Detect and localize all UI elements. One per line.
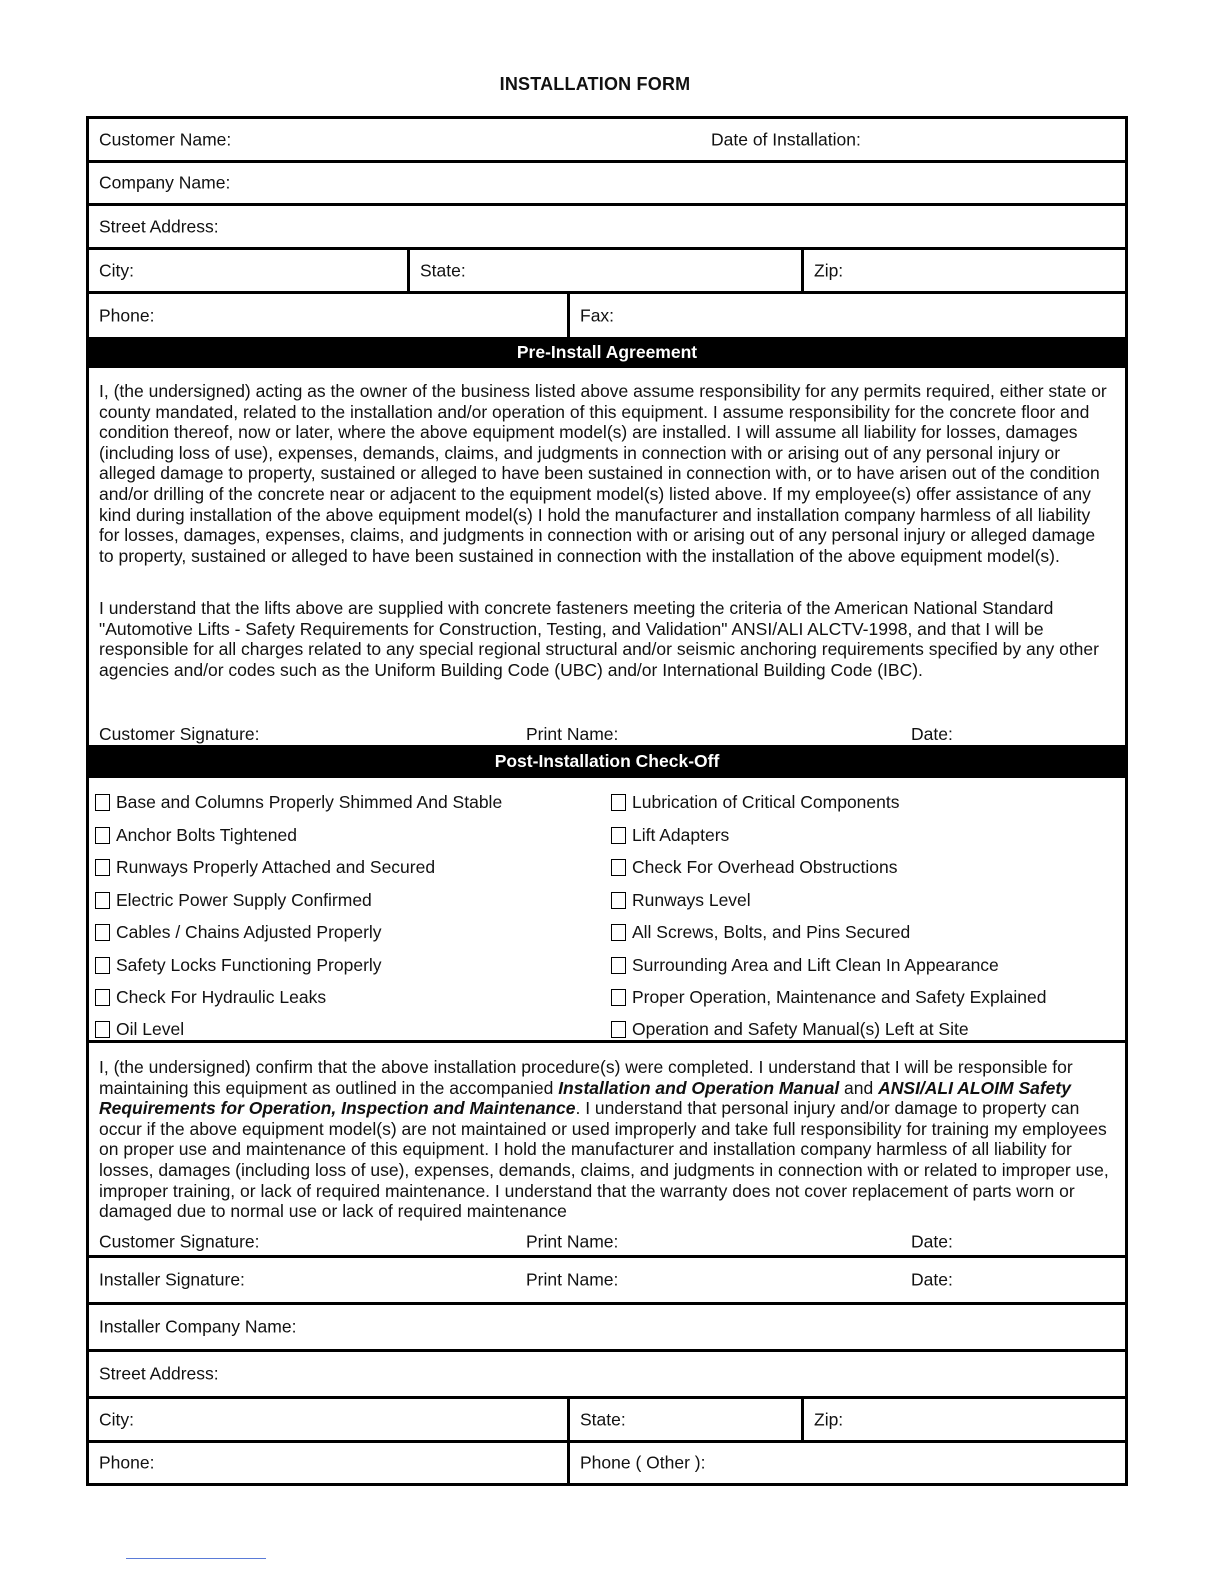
- pre-install-paragraph-1: I, (the undersigned) acting as the owner of the business listed above assume responsibility for any permits required, either state or county mandated, related to the installation and/or operation of this equipment. I assume responsibility for the concrete floor and condition thereof, now or later, where the above equipment model(s) are installed. I will assume all liability for losses, damages (including loss of use), expenses, demands, claims, and judgments in connection with or arising out of any personal injury or alleged damage to property, sustained or alleged to have been sustained in connection with, or to have arisen out of the condition and/or drilling of the concrete near or adjacent to the equipment model(s) listed above. If my employee(s) offer assistance of any kind during installation of the above equipment model(s) I hold the manufacturer and installation company harmless of all liability for losses, damages, expenses, claims, and judgments in connection with or arising out of any personal injury or alleged damage to property, sustained or alleged to have been sustained in connection with the installation of the above equipment model(s).: [99, 381, 1107, 566]
- phone-cell[interactable]: [89, 294, 567, 337]
- checkbox[interactable]: [611, 859, 626, 876]
- post-install-header: Post-Installation Check-Off: [89, 745, 1125, 778]
- state-cell[interactable]: [407, 250, 801, 291]
- zip-label: Zip:: [814, 260, 844, 280]
- print-name-label[interactable]: Print Name:: [526, 1231, 619, 1252]
- phone-other-cell[interactable]: [567, 1443, 1125, 1483]
- print-name-label[interactable]: Print Name:: [526, 1269, 619, 1290]
- zip-label: Zip:: [814, 1409, 844, 1429]
- state-cell[interactable]: [567, 1399, 801, 1440]
- state-label: State:: [580, 1409, 626, 1429]
- checklist-item[interactable]: Operation and Safety Manual(s) Left at Site: [611, 1019, 969, 1040]
- checkbox[interactable]: [95, 794, 110, 811]
- installer-street-row: [89, 1352, 1125, 1399]
- installer-company-name-label[interactable]: Installer Company Name:: [99, 1316, 297, 1337]
- post-install-signature-row: [89, 1229, 1125, 1258]
- phone-fax-row: [89, 294, 1125, 337]
- customer-signature-label[interactable]: Customer Signature:: [99, 724, 260, 744]
- footer-rule: [126, 1558, 266, 1559]
- phone-label: Phone:: [99, 305, 155, 325]
- street-address-label[interactable]: Street Address:: [99, 216, 219, 236]
- checklist-item[interactable]: Electric Power Supply Confirmed: [95, 890, 372, 911]
- fax-label: Fax:: [580, 305, 615, 325]
- company-name-label[interactable]: Company Name:: [99, 172, 231, 193]
- checkbox[interactable]: [611, 794, 626, 811]
- installer-signature-label[interactable]: Installer Signature:: [99, 1269, 245, 1290]
- checklist-item[interactable]: Oil Level: [95, 1019, 184, 1040]
- phone-other-label: Phone ( Other ):: [580, 1452, 706, 1473]
- customer-signature-label[interactable]: Customer Signature:: [99, 1231, 260, 1252]
- city-label: City:: [99, 1409, 134, 1429]
- installation-form: [86, 116, 1128, 1486]
- fax-cell[interactable]: [567, 294, 1125, 337]
- form-title: INSTALLATION FORM: [499, 74, 691, 94]
- phone-cell[interactable]: [89, 1443, 567, 1483]
- street-address-label[interactable]: Street Address:: [99, 1363, 219, 1384]
- date-of-installation-label[interactable]: Date of Installation:: [711, 129, 861, 149]
- checklist-item[interactable]: Cables / Chains Adjusted Properly: [95, 922, 382, 943]
- pre-install-signature-row: [89, 724, 1125, 746]
- street-address-row: [89, 206, 1125, 250]
- installer-signature-row: [89, 1258, 1125, 1305]
- checklist-item[interactable]: Surrounding Area and Lift Clean In Appearance: [611, 955, 999, 976]
- checkbox[interactable]: [611, 989, 626, 1006]
- installer-city-state-zip-row: [89, 1399, 1125, 1443]
- state-label: State:: [420, 260, 466, 280]
- checkbox[interactable]: [95, 1021, 110, 1038]
- checklist-item[interactable]: Anchor Bolts Tightened: [95, 825, 297, 846]
- pre-install-header: Pre-Install Agreement: [89, 337, 1125, 368]
- date-label[interactable]: Date:: [911, 724, 953, 744]
- checkbox[interactable]: [611, 892, 626, 909]
- zip-cell[interactable]: [801, 1399, 1125, 1440]
- date-label[interactable]: Date:: [911, 1269, 953, 1290]
- checkbox[interactable]: [611, 957, 626, 974]
- checkbox[interactable]: [95, 892, 110, 909]
- customer-name-row: [89, 119, 1125, 163]
- checkbox[interactable]: [611, 1021, 626, 1038]
- city-cell[interactable]: [89, 1399, 567, 1440]
- city-cell[interactable]: [89, 250, 407, 291]
- customer-name-label[interactable]: Customer Name:: [99, 129, 232, 149]
- checklist-item[interactable]: Lift Adapters: [611, 825, 729, 846]
- checkbox[interactable]: [95, 859, 110, 876]
- print-name-label[interactable]: Print Name:: [526, 724, 619, 744]
- checkbox[interactable]: [95, 827, 110, 844]
- installer-company-row: [89, 1305, 1125, 1352]
- checkbox[interactable]: [95, 989, 110, 1006]
- company-name-row: [89, 163, 1125, 206]
- checklist-item[interactable]: Check For Overhead Obstructions: [611, 857, 898, 878]
- checklist-item[interactable]: Safety Locks Functioning Properly: [95, 955, 382, 976]
- checklist-item[interactable]: Proper Operation, Maintenance and Safety Explained: [611, 987, 1046, 1008]
- checklist-item[interactable]: Base and Columns Properly Shimmed And Stable: [95, 792, 502, 813]
- checkbox[interactable]: [95, 957, 110, 974]
- checkbox[interactable]: [95, 924, 110, 941]
- checkbox[interactable]: [611, 924, 626, 941]
- city-state-zip-row: [89, 250, 1125, 294]
- pre-install-paragraph-2: I understand that the lifts above are supplied with concrete fasteners meeting the criteria of the American National Standard "Automotive Lifts - Safety Requirements for Construction, Testing, and Validation" ANSI/ALI ALCTV-1998, and that I will be responsible for all charges related to any special regional structural and/or seismic anchoring requirements specified by any other agencies and/or codes such as the Uniform Building Code (UBC) and/or International Building Code (IBC).: [99, 598, 1099, 680]
- checkbox[interactable]: [611, 827, 626, 844]
- checklist-item[interactable]: Lubrication of Critical Components: [611, 792, 900, 813]
- zip-cell[interactable]: [801, 250, 1125, 291]
- checklist-item[interactable]: Check For Hydraulic Leaks: [95, 987, 326, 1008]
- installer-phone-row: [89, 1443, 1125, 1483]
- phone-label: Phone:: [99, 1452, 155, 1473]
- checklist-item[interactable]: All Screws, Bolts, and Pins Secured: [611, 922, 910, 943]
- post-install-confirmation: I, (the undersigned) confirm that the above installation procedure(s) were completed. I understand that I will be responsible for maintaining this equipment as outlined in the accompanied Installation and Operation Manual and ANSI/ALI ALOIM Safety Requirements for Operation, Inspection and Maintenance. I understand that personal injury and/or damage to property can occur if the above equipment model(s) are not maintained or used improperly and take full responsibility for training my employees on proper use and maintenance of this equipment. I hold the manufacturer and installation company harmless of all liability for losses, damages (including loss of use), expenses, demands, claims, and judgments in connection with or related to improper use, improper training, or lack of required maintenance. I understand that the warranty does not cover replacement of parts worn or damaged due to normal use or lack of required maintenance: [99, 1057, 1109, 1222]
- date-label[interactable]: Date:: [911, 1231, 953, 1252]
- checklist-item[interactable]: Runways Properly Attached and Secured: [95, 857, 435, 878]
- city-label: City:: [99, 260, 134, 280]
- checklist-item[interactable]: Runways Level: [611, 890, 751, 911]
